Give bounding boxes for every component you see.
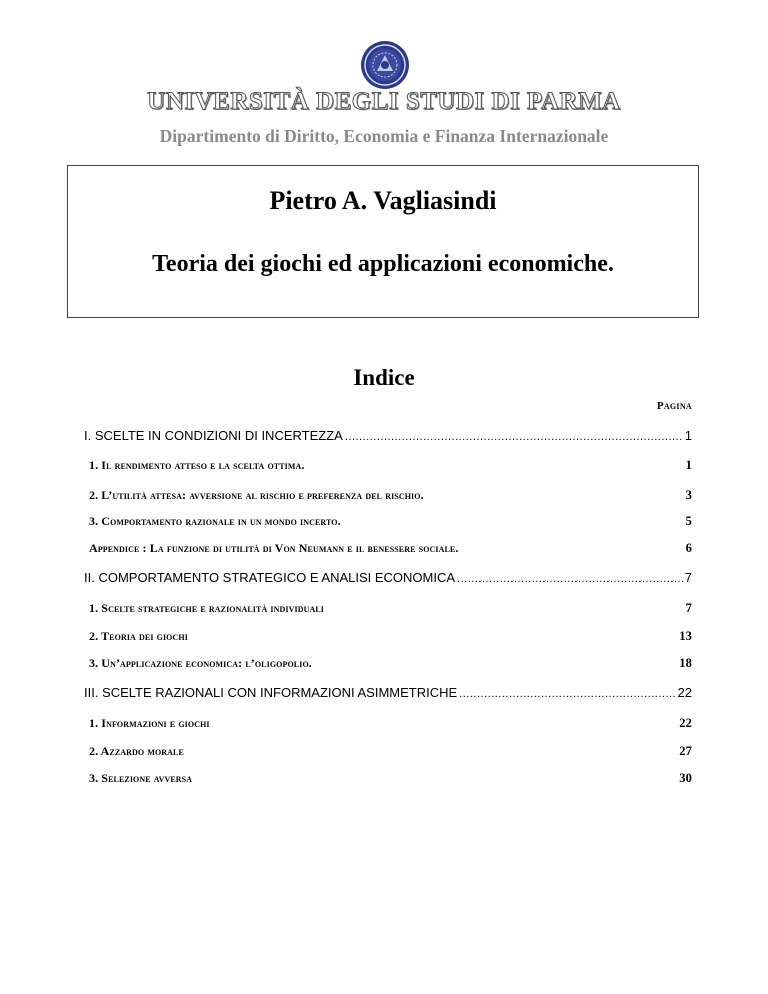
toc-section-page: 13 xyxy=(679,629,692,643)
toc-section[interactable] xyxy=(89,716,692,731)
toc-section-label: 3. Un’applicazione economica: l’oligopolio. xyxy=(89,656,312,670)
toc-section-page: 5 xyxy=(685,514,692,528)
toc-page-header: Pagina xyxy=(656,400,692,412)
toc-chapter-page: 1 xyxy=(684,428,692,443)
toc-section-label: 2. Teoria dei giochi xyxy=(89,629,188,643)
toc-section-page: 18 xyxy=(679,656,692,670)
toc-section[interactable] xyxy=(89,514,692,529)
toc-section-label: 3. Selezione avversa xyxy=(89,771,193,785)
toc-section-label: 1. Informazioni e giochi xyxy=(89,716,210,730)
toc-section[interactable] xyxy=(89,771,692,786)
university-seal-icon xyxy=(360,40,410,90)
toc-section-page: 1 xyxy=(685,458,692,472)
toc-leader-dots xyxy=(345,431,683,443)
toc-section-label: 1. Scelte strategiche e razionalità individuali xyxy=(89,601,324,615)
toc-chapter-label: III. SCELTE RAZIONALI CON INFORMAZIONI ASIMMETRICHE xyxy=(84,685,458,700)
toc-chapter[interactable] xyxy=(84,685,692,700)
toc-section-label: 2. L’utilità attesa: avversione al rischio e preferenza del rischio. xyxy=(89,488,424,502)
department-name: Dipartimento di Diritto, Economia e Finanza Internazionale xyxy=(159,126,609,146)
toc-heading: Indice xyxy=(353,365,415,390)
toc-chapter-label: II. COMPORTAMENTO STRATEGICO E ANALISI ECONOMICA xyxy=(84,570,456,585)
toc-section[interactable] xyxy=(89,601,692,616)
toc-section[interactable] xyxy=(89,656,692,671)
toc-section-page: 22 xyxy=(679,716,692,730)
toc-section-page: 7 xyxy=(685,601,692,615)
toc-section[interactable] xyxy=(89,488,692,503)
toc-section-label: 1. Il rendimento atteso e la scelta ottima. xyxy=(89,458,305,472)
toc-chapter-page: 22 xyxy=(677,685,692,700)
title-box xyxy=(67,165,699,318)
toc-chapter[interactable] xyxy=(84,570,692,585)
toc-section-page: 3 xyxy=(685,488,692,502)
toc-section-page: 27 xyxy=(679,744,692,758)
toc-section-page: 30 xyxy=(679,771,692,785)
toc-leader-dots xyxy=(457,573,683,585)
toc-section[interactable] xyxy=(89,629,692,644)
toc-section[interactable] xyxy=(89,744,692,759)
toc-section[interactable] xyxy=(89,458,692,473)
book-title: Teoria dei giochi ed applicazioni economiche. xyxy=(152,251,614,277)
toc-leader-dots xyxy=(459,688,675,700)
university-name: UNIVERSITÀ DEGLI STUDI DI PARMA xyxy=(147,88,621,115)
toc-section-label: 2. Azzardo morale xyxy=(89,744,184,758)
toc-chapter-page: 7 xyxy=(684,570,692,585)
author-name: Pietro A. Vagliasindi xyxy=(269,186,497,215)
toc-section[interactable] xyxy=(89,541,692,556)
toc-section-page: 6 xyxy=(685,541,692,555)
toc-chapter-label: I. SCELTE IN CONDIZIONI DI INCERTEZZA xyxy=(84,428,343,443)
toc-chapter[interactable] xyxy=(84,428,692,443)
toc-section-label: Appendice : La funzione di utilità di Von Neumann e il benessere sociale. xyxy=(89,541,459,555)
toc-section-label: 3. Comportamento razionale in un mondo incerto. xyxy=(89,514,341,528)
